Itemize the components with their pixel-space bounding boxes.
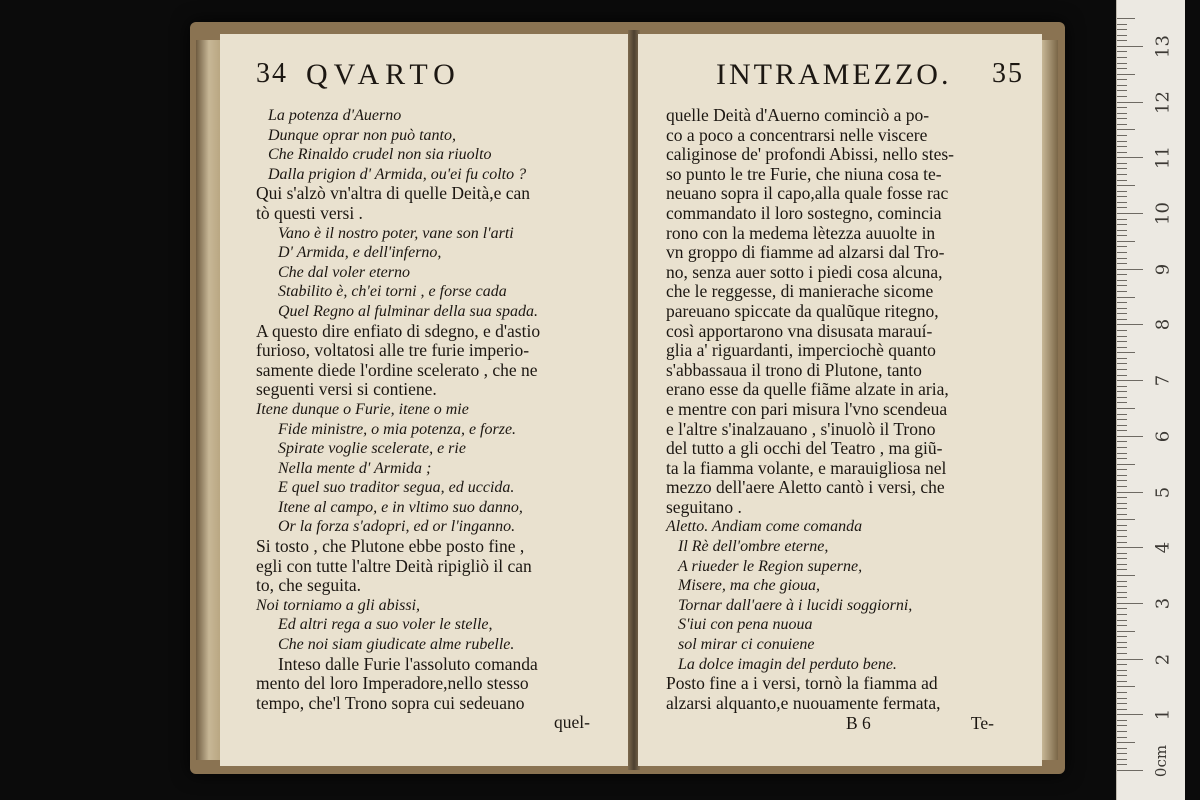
text-line: La potenza d'Auerno — [268, 107, 402, 124]
ruler-tick — [1117, 419, 1127, 420]
text-line: pareuano spiccate da qualũque ritegno, — [666, 300, 939, 321]
ruler-tick — [1117, 603, 1143, 604]
ruler-tick — [1117, 503, 1127, 504]
ruler-tick — [1117, 369, 1127, 370]
ruler-number: 5 — [1152, 486, 1174, 498]
ruler-tick — [1117, 664, 1127, 665]
ruler-tick — [1117, 269, 1143, 270]
ruler-tick — [1117, 597, 1127, 598]
text-line: Ed altri rega a suo voler le stelle, — [278, 616, 493, 634]
ruler-tick — [1117, 653, 1127, 654]
ruler-tick — [1117, 135, 1127, 136]
ruler-tick — [1117, 57, 1127, 58]
ruler-tick — [1117, 519, 1135, 520]
ruler-number: 4 — [1152, 541, 1174, 554]
ruler-tick — [1117, 258, 1127, 259]
ruler-tick — [1117, 375, 1127, 376]
measurement-ruler — [1116, 0, 1185, 800]
ruler-tick — [1117, 441, 1127, 442]
ruler-tick — [1117, 308, 1127, 309]
ruler-tick — [1117, 569, 1127, 570]
ruler-tick — [1117, 40, 1127, 41]
text-line: neuano sopra il capo,alla quale fosse rac — [666, 183, 949, 204]
text-line: che le reggesse, di manierache sicome — [666, 281, 934, 302]
ruler-tick — [1117, 536, 1127, 537]
text-line: to, che seguita. — [256, 575, 361, 596]
ruler-tick — [1117, 68, 1127, 69]
text-line: Che Rinaldo crudel non sia riuolto — [268, 146, 492, 164]
text-line: Posto fine a i versi, tornò la fiamma ad — [666, 673, 938, 694]
text-line: caliginose de' profondi Abissi, nello stes- — [666, 144, 954, 165]
ruler-tick — [1117, 24, 1127, 25]
text-line: ta la fiamma volante, e marauigliosa nel — [666, 457, 947, 478]
ruler-tick — [1117, 553, 1127, 554]
ruler-tick — [1117, 230, 1127, 231]
left-page-header — [256, 58, 606, 94]
ruler-tick — [1117, 486, 1127, 487]
ruler-number: 1 — [1152, 709, 1174, 721]
ruler-tick — [1117, 620, 1127, 621]
ruler-tick — [1117, 514, 1127, 515]
ruler-tick — [1117, 480, 1127, 481]
ruler-tick — [1117, 102, 1143, 103]
ruler-tick — [1117, 631, 1135, 632]
ruler-tick — [1117, 63, 1127, 64]
text-line: tò questi versi . — [256, 202, 363, 223]
ruler-tick — [1117, 219, 1127, 220]
text-line: così apportarono vna disusata marauí- — [666, 320, 933, 341]
text-line: Nella mente d' Armida ; — [278, 459, 432, 477]
ruler-tick — [1117, 402, 1127, 403]
catchword: quel- — [554, 712, 590, 733]
ruler-tick — [1117, 558, 1127, 559]
text-line: alzarsi alquanto,e nuouamente fermata, — [666, 692, 941, 713]
signature-mark: B 6 — [846, 713, 871, 734]
ruler-tick — [1117, 185, 1135, 186]
ruler-tick — [1117, 252, 1127, 253]
ruler-number: 10 — [1152, 202, 1174, 225]
ruler-tick — [1117, 336, 1127, 337]
text-line: Or la forza s'adopri, ed or l'inganno. — [278, 518, 516, 536]
ruler-tick — [1117, 191, 1127, 192]
ruler-tick — [1117, 737, 1127, 738]
ruler-tick — [1117, 592, 1127, 593]
ruler-number: 2 — [1152, 653, 1174, 665]
ruler-number: 7 — [1152, 374, 1174, 387]
ruler-tick — [1117, 330, 1127, 331]
text-line: rono con la medema lètezza auuolte in — [666, 222, 936, 243]
ruler-tick — [1117, 530, 1127, 531]
ruler-tick — [1117, 681, 1127, 682]
text-line: Itene dunque o Furie, itene o mie — [256, 400, 469, 418]
text-line: D' Armida, e dell'inferno, — [278, 244, 442, 262]
text-line: sol mirar ci conuiene — [678, 636, 815, 654]
text-line: Spirate voglie scelerate, e rie — [278, 440, 466, 458]
text-line: mezzo dell'aere Aletto cantò i versi, che — [666, 477, 945, 498]
ruler-tick — [1117, 196, 1127, 197]
ruler-tick — [1117, 141, 1127, 142]
ruler-tick — [1117, 35, 1127, 36]
ruler-tick — [1117, 464, 1135, 465]
ruler-tick — [1117, 363, 1127, 364]
ruler-tick — [1117, 174, 1127, 175]
text-line: Noi torniamo a gli abissi, — [256, 596, 421, 614]
text-line: Dalla prigion d' Armida, ou'ei fu colto ? — [268, 165, 527, 183]
ruler-tick — [1117, 725, 1127, 726]
ruler-tick — [1117, 720, 1127, 721]
text-line: e mentre con pari misura l'vno scendeua — [666, 398, 948, 419]
ruler-unit-label: 0cm — [1152, 744, 1171, 778]
text-line: seguenti versi si contiene. — [256, 379, 437, 400]
text-line: furioso, voltatosi alle tre furie imperio- — [256, 340, 530, 361]
ruler-tick — [1117, 213, 1143, 214]
right-page-text — [666, 106, 1016, 713]
ruler-tick — [1117, 391, 1127, 392]
ruler-tick — [1117, 380, 1143, 381]
text-line: glia a' riguardanti, imperciochè quanto — [666, 340, 936, 361]
text-line: Quel Regno al fulminar della sua spada. — [278, 302, 538, 320]
text-line: erano esse da quelle fiãme alzate in aria, — [666, 379, 949, 400]
ruler-tick — [1117, 46, 1143, 47]
text-line: samente diede l'ordine scelerato , che ne — [256, 359, 538, 380]
ruler-tick — [1117, 397, 1127, 398]
ruler-number: 6 — [1152, 430, 1174, 443]
ruler-number: 9 — [1152, 263, 1174, 275]
open-book — [190, 22, 1065, 774]
ruler-tick — [1117, 675, 1127, 676]
left-page-text — [256, 106, 606, 713]
ruler-tick — [1117, 29, 1127, 30]
ruler-tick — [1117, 447, 1127, 448]
ruler-tick — [1117, 96, 1127, 97]
ruler-tick — [1117, 575, 1135, 576]
text-line: A questo dire enfiato di sdegno, e d'astio — [256, 320, 541, 341]
left-page-edges — [196, 40, 222, 760]
text-line: Itene al campo, e in vltimo suo danno, — [278, 498, 523, 516]
ruler-tick — [1117, 698, 1127, 699]
ruler-tick — [1117, 302, 1127, 303]
text-line: Si tosto , che Plutone ebbe posto fine , — [256, 536, 525, 557]
text-line: vn groppo di fiamme ad alzarsi dal Tro- — [666, 242, 945, 263]
ruler-tick — [1117, 686, 1135, 687]
text-line: no, senza auer sotto i piedi cosa alcuna, — [666, 261, 943, 282]
ruler-tick — [1117, 425, 1127, 426]
ruler-tick — [1117, 246, 1127, 247]
ruler-tick — [1117, 742, 1135, 743]
ruler-tick — [1117, 107, 1127, 108]
running-head: INTRAMEZZO. — [716, 58, 952, 91]
ruler-tick — [1117, 753, 1127, 754]
text-line: Tornar dall'aere à i lucidi soggiorni, — [678, 596, 913, 614]
ruler-tick — [1117, 430, 1127, 431]
ruler-tick — [1117, 207, 1127, 208]
ruler-tick — [1117, 168, 1127, 169]
ruler-tick — [1117, 709, 1127, 710]
right-page-edges — [1042, 40, 1058, 760]
catchword: Te- — [970, 713, 994, 734]
ruler-tick — [1117, 408, 1135, 409]
ruler-tick — [1117, 74, 1135, 75]
ruler-tick — [1117, 659, 1143, 660]
ruler-tick — [1117, 324, 1143, 325]
ruler-tick — [1117, 764, 1127, 765]
text-line: Fide ministre, o mia potenza, e forze. — [278, 420, 517, 438]
ruler-tick — [1117, 152, 1127, 153]
ruler-tick — [1117, 647, 1127, 648]
text-line: Aletto. Andiam come comanda — [666, 518, 863, 536]
page-number: 34 — [256, 58, 288, 89]
ruler-tick — [1117, 748, 1127, 749]
right-page-header — [666, 58, 1024, 94]
ruler-tick — [1117, 352, 1135, 353]
ruler-tick — [1117, 85, 1127, 86]
ruler-tick — [1117, 636, 1127, 637]
text-line: A riueder le Region superne, — [678, 557, 863, 575]
ruler-tick — [1117, 319, 1127, 320]
right-page — [638, 34, 1042, 766]
page-number: 35 — [992, 58, 1024, 89]
ruler-tick — [1117, 608, 1127, 609]
left-page — [220, 34, 630, 766]
ruler-tick — [1117, 586, 1127, 587]
ruler-tick — [1117, 525, 1127, 526]
ruler-tick — [1117, 202, 1127, 203]
ruler-tick — [1117, 469, 1127, 470]
ruler-tick — [1117, 358, 1127, 359]
text-line: quelle Deità d'Auerno cominciò a po- — [666, 105, 930, 125]
ruler-tick — [1117, 241, 1135, 242]
text-line: S'iui con pena nuoua — [678, 616, 813, 634]
text-line: Vano è il nostro poter, vane son l'arti — [278, 224, 514, 242]
ruler-number: 3 — [1152, 597, 1174, 610]
ruler-tick — [1117, 129, 1135, 130]
ruler-tick — [1117, 313, 1127, 314]
ruler-tick — [1117, 547, 1143, 548]
ruler-tick — [1117, 263, 1127, 264]
text-line: Dunque oprar non può tanto, — [268, 126, 456, 144]
text-line: co a poco a concentrarsi nelle viscere — [666, 124, 928, 145]
ruler-tick — [1117, 291, 1127, 292]
text-line: seguitano . — [666, 496, 742, 517]
text-line: s'abbassaua il trono di Plutone, tanto — [666, 359, 922, 380]
text-line: La dolce imagin del perduto bene. — [678, 655, 897, 673]
text-line: Che dal voler eterno — [278, 263, 410, 281]
text-line: egli con tutte l'altre Deità ripigliò il can — [256, 555, 532, 576]
ruler-tick — [1117, 51, 1127, 52]
ruler-tick — [1117, 714, 1143, 715]
ruler-tick — [1117, 475, 1127, 476]
ruler-tick — [1117, 280, 1127, 281]
ruler-tick — [1117, 759, 1127, 760]
ruler-tick — [1117, 497, 1127, 498]
text-line: Stabilito è, ch'ei torni , e forse cada — [278, 283, 507, 301]
ruler-tick — [1117, 508, 1127, 509]
ruler-tick — [1117, 124, 1127, 125]
text-line: commandato il loro sostegno, comincia — [666, 202, 942, 223]
ruler-tick — [1117, 703, 1127, 704]
ruler-tick — [1117, 614, 1127, 615]
ruler-tick — [1117, 341, 1127, 342]
text-line: Che noi siam giudicate alme rubelle. — [278, 636, 515, 654]
ruler-tick — [1117, 458, 1127, 459]
ruler-number: 8 — [1152, 319, 1174, 331]
text-line: Qui s'alzò vn'altra di quelle Deità,e can — [256, 183, 531, 204]
ruler-tick — [1117, 274, 1127, 275]
text-line: tempo, che'l Trono sopra cui sedeuano — [256, 692, 525, 713]
ruler-tick — [1117, 90, 1127, 91]
ruler-tick — [1117, 642, 1127, 643]
text-line: Il Rè dell'ombre eterne, — [678, 538, 829, 556]
ruler-tick — [1117, 453, 1127, 454]
ruler-tick — [1117, 347, 1127, 348]
text-line: E quel suo traditor segua, ed uccida. — [278, 479, 515, 497]
ruler-tick — [1117, 118, 1127, 119]
ruler-tick — [1117, 113, 1127, 114]
ruler-tick — [1117, 285, 1127, 286]
text-line: mento del loro Imperadore,nello stesso — [256, 673, 529, 694]
ruler-number: 12 — [1152, 90, 1174, 114]
text-line: del tutto a gli occhi del Teatro , ma giũ- — [666, 438, 943, 459]
text-line: Inteso dalle Furie l'assoluto comanda — [278, 653, 538, 674]
ruler-tick — [1117, 542, 1127, 543]
ruler-tick — [1117, 79, 1127, 80]
ruler-tick — [1117, 692, 1127, 693]
ruler-tick — [1117, 180, 1127, 181]
text-line: so punto le tre Furie, che niuna cosa te- — [666, 163, 942, 184]
ruler-tick — [1117, 235, 1127, 236]
ruler-tick — [1117, 670, 1127, 671]
ruler-tick — [1117, 146, 1127, 147]
ruler-tick — [1117, 770, 1143, 771]
running-head: QVARTO — [306, 58, 461, 91]
ruler-tick — [1117, 297, 1135, 298]
ruler-number: 13 — [1152, 34, 1174, 58]
ruler-tick — [1117, 731, 1127, 732]
ruler-number: 11 — [1152, 146, 1174, 170]
ruler-tick — [1117, 436, 1143, 437]
ruler-tick — [1117, 386, 1127, 387]
text-line: Misere, ma che gioua, — [678, 577, 821, 595]
ruler-tick — [1117, 564, 1127, 565]
text-line: e l'altre s'inalzauano , s'inuolò il Trono — [666, 418, 936, 439]
ruler-tick — [1117, 625, 1127, 626]
page-footer — [666, 713, 1016, 733]
ruler-tick — [1117, 492, 1143, 493]
ruler-tick — [1117, 163, 1127, 164]
ruler-tick — [1117, 224, 1127, 225]
ruler-tick — [1117, 581, 1127, 582]
ruler-tick — [1117, 414, 1127, 415]
ruler-tick — [1117, 157, 1143, 158]
ruler-tick — [1117, 18, 1135, 19]
